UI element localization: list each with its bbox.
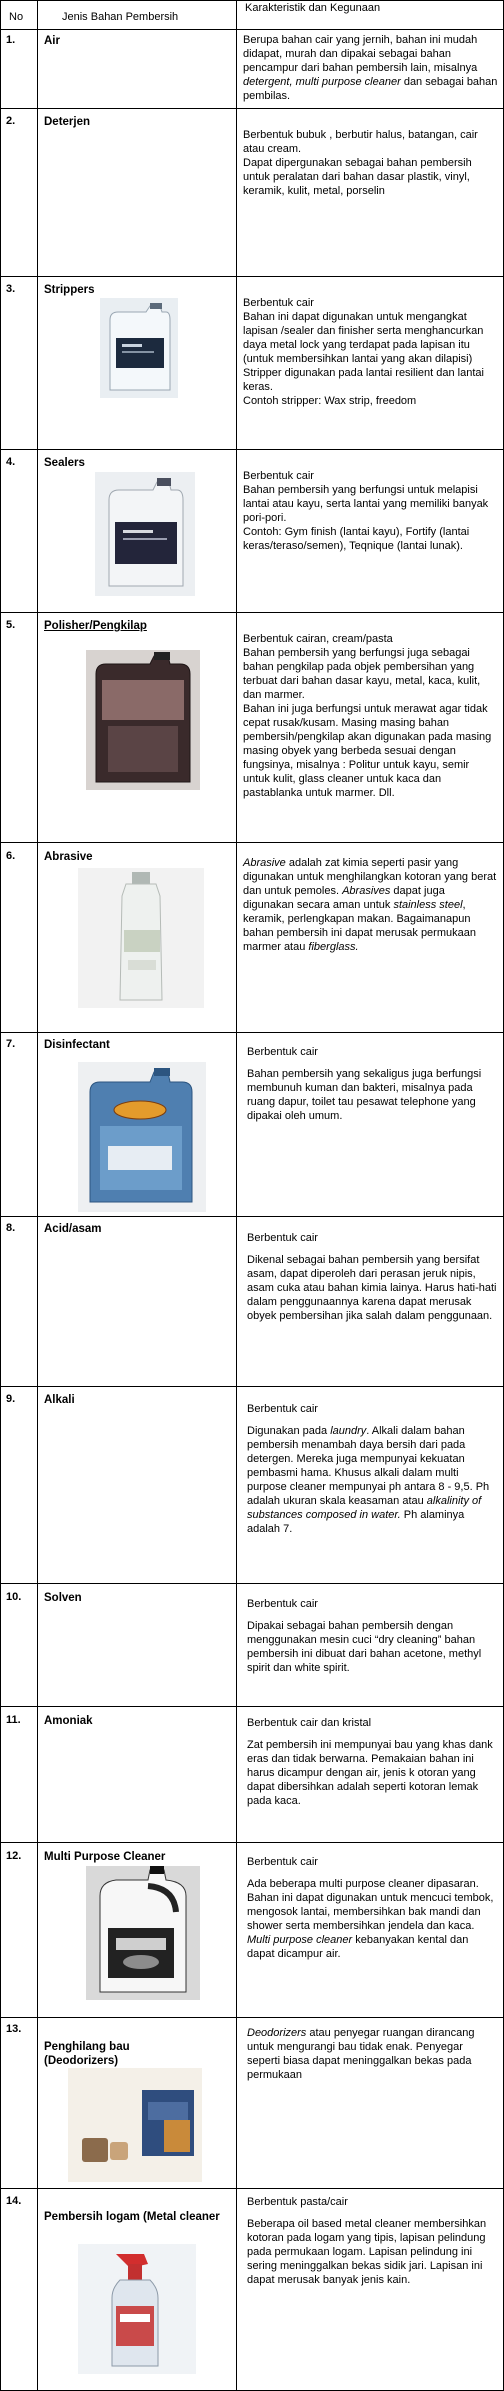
multipurpose-jug-image <box>86 1866 200 2000</box>
table-border <box>0 449 504 450</box>
table-border <box>236 0 237 2391</box>
description-paragraph: Berbentuk cair dan kristal <box>247 1717 372 1729</box>
row-number: 14. <box>6 2195 22 2207</box>
table-border <box>0 842 504 843</box>
description-paragraph: Ada beberapa multi purpose cleaner dipasaran. Bahan ini dapat digunakan untuk mencuci tembok, mengosok lantai, membersihkan bak mandi dan shower serta membersihkan jendela dan kaca. Multi purpose cleaner kebanyakan kental dan dapat dicampur air. <box>247 1877 494 1960</box>
row-number: 3. <box>6 283 16 295</box>
header-no: No <box>9 11 24 23</box>
row-number: 12. <box>6 1850 22 1862</box>
row-number: 7. <box>6 1038 16 1050</box>
material-description <box>243 619 498 815</box>
description-paragraph: Abrasive adalah zat kimia seperti pasir yang digunakan untuk menghilangkan kotoran yang berat dan untuk pemoles. Abrasives dapat juga digunakan secara aman untuk stainless steel, keramik, perlengkapan makan. Bagaimanapun bahan pembersih ini dapat merusak permukaan marmer atau fiberglass. <box>243 857 497 953</box>
table-border <box>0 1032 504 1033</box>
material-name: Polisher/Pengkilap <box>44 620 147 632</box>
material-name: Deterjen <box>44 116 91 128</box>
material-description <box>243 283 498 423</box>
description-paragraph: Bahan pembersih yang sekaligus juga berfungsi membunuh kuman dan bakteri, misalnya pada ruang dapur, toilet tau pesawat telephone yang dipakai oleh umum. <box>247 1067 482 1122</box>
description-paragraph: Zat pembersih ini mempunyai bau yang khas dank eras dan tidak berwarna. Pemakaian bahan ini harus dicampur dengan air, jenis k otoran yang dapat dibersihkan adalah seperti kotoran lemak pada kaca. <box>247 1738 493 1807</box>
description-paragraph: Berbentuk cair <box>247 1232 318 1244</box>
material-description <box>247 1403 497 1537</box>
material-description <box>247 1717 497 1809</box>
material-name: Penghilang bau (Deodorizers) <box>44 2041 130 2068</box>
description-paragraph: Berbentuk cair Bahan ini dapat digunakan untuk mengangkat lapisan /sealer dan finisher serta menghancurkan daya metal lock yang terdapat pada lapisan itu (untuk membersihkan lantai yang akan dilapisi) Stripper digunakan pada lantai resilient dan lantai keras. Contoh stripper: Wax strip, freedom <box>243 296 484 407</box>
material-name: Solven <box>44 1592 82 1604</box>
row-number: 11. <box>6 1714 21 1726</box>
description-paragraph: Berbentuk bubuk , berbutir halus, batangan, cair atau cream. Dapat dipergunakan sebagai bahan pembersih untuk peralatan dari bahan dasar plastik, vinyl, keramik, kulit, metal, porselin <box>243 128 478 197</box>
material-name: Strippers <box>44 284 95 296</box>
row-number: 5. <box>6 619 16 631</box>
header-jenis-bahan: Jenis Bahan Pembersih <box>62 11 179 23</box>
row-number: 4. <box>6 456 16 468</box>
description-paragraph: Berbentuk cair <box>247 1046 318 1058</box>
material-description <box>243 34 498 104</box>
row-number: 13. <box>6 2023 22 2035</box>
description-paragraph: Digunakan pada laundry. Alkali dalam bahan pembersih menambah daya bersih dari pada detergen. Mereka juga mempunyai kekuatan pembasmi hama. Khusus alkali dalam multi purpose cleaner mempunyai ph antara 8 - 9,5. Ph adalah ukuran skala keasaman atau alkalinity of substances composed in water. Ph alaminya adalah 7. <box>247 1424 490 1535</box>
material-name: Multi Purpose Cleaner <box>44 1851 166 1863</box>
table-border <box>0 612 504 613</box>
material-name: Air <box>44 35 60 47</box>
header-karakteristik: Karakteristik dan Kegunaan <box>245 2 381 14</box>
description-paragraph: Berbentuk pasta/cair <box>247 2196 348 2208</box>
material-description <box>247 1046 497 1124</box>
description-paragraph: Deodorizers atau penyegar ruangan dirancang untuk mengurangi bau tidak enak. Penyegar seperti biasa dapat meninggalkan bekas pada permukaan <box>247 2027 475 2081</box>
material-name: Alkali <box>44 1394 75 1406</box>
material-description <box>243 456 498 568</box>
material-name: Disinfectant <box>44 1039 110 1051</box>
table-border <box>0 29 504 30</box>
description-paragraph: Beberapa oil based metal cleaner membersihkan kotoran pada logam yang tipis, lapisan pelindung pada permukaan logam. Lapisan pelindung ini sering meninggalkan bekas sidik jari. Lapisan ini dapat merusak banyak jenis kain. <box>247 2217 487 2286</box>
table-border <box>0 1583 504 1584</box>
table-border <box>0 2188 504 2189</box>
description-paragraph: Dikenal sebagai bahan pembersih yang bersifat asam, dapat diperoleh dari perasan jeruk nipis, asam cuka atau bahan kimia lainya. Harus hati-hati dalam penggunaannya karena dapat merusak obyek pembersihan jika salah dalam penggunaan. <box>247 1253 497 1322</box>
table-border <box>0 1842 504 1843</box>
row-number: 1. <box>6 34 16 46</box>
disinfectant-jerrycan-image <box>78 1062 206 1212</box>
table-border <box>0 108 504 109</box>
table-border <box>0 0 504 1</box>
material-description <box>247 2027 497 2083</box>
material-name: Pembersih logam (Metal cleaner <box>44 2211 220 2223</box>
stripper-jerrycan-image <box>100 298 178 398</box>
table-border <box>0 276 504 277</box>
material-description <box>247 2196 497 2288</box>
material-description <box>247 1598 497 1676</box>
sealer-jerrycan-image <box>95 472 195 596</box>
description-paragraph: Berbentuk cair <box>247 1598 318 1610</box>
description-paragraph: Berbentuk cair <box>247 1856 318 1868</box>
description-paragraph: Berbentuk cair <box>247 1403 318 1415</box>
material-description <box>243 115 498 213</box>
table-border <box>0 1386 504 1387</box>
description-paragraph: Dipakai sebagai bahan pembersih dengan menggunakan mesin cuci “dry cleaning” bahan pembersih ini dibuat dari bahan acetone, methyl spirit dan white spirit. <box>247 1619 482 1674</box>
table-border <box>0 2017 504 2018</box>
description-paragraph: Berbentuk cair Bahan pembersih yang berfungsi untuk melapisi lantai atau kayu, serta lantai yang memiliki banyak pori-pori. Contoh: Gym finish (lantai kayu), Fortify (lantai keras/teraso/semen), Teqnique (lantai lunak). <box>243 469 489 552</box>
table-border <box>0 1706 504 1707</box>
row-number: 10. <box>6 1591 22 1603</box>
metal-cleaner-spray-image <box>78 2244 196 2374</box>
row-number: 9. <box>6 1393 16 1405</box>
row-number: 8. <box>6 1222 16 1234</box>
material-description <box>247 1232 497 1324</box>
material-name: Acid/asam <box>44 1223 102 1235</box>
material-name: Amoniak <box>44 1715 93 1727</box>
polisher-jerrycan-image <box>86 650 200 790</box>
material-name: Abrasive <box>44 851 93 863</box>
deodorizer-image <box>68 2068 202 2182</box>
table-border <box>37 0 38 2391</box>
table-border <box>0 0 1 2391</box>
material-name: Sealers <box>44 457 85 469</box>
abrasive-bottle-image <box>78 868 204 1008</box>
material-description <box>243 857 498 955</box>
material-description <box>247 1856 497 1962</box>
description-paragraph: Berbentuk cairan, cream/pasta Bahan pembersih yang berfungsi juga sebagai bahan pengkilap pada objek pembersihan yang terbuat dari bahan dasar kayu, metal, kaca, kulit, dan marmer. Bahan ini juga berfungsi untuk merawat agar tidak cepat rusak/kusam. Masing masing bahan pembersih/pengkilap akan digunakan pada masing masing obyek yang berbeda sesuai dengan fungsinya, misalnya : Politur untuk kayu, semir untuk kulit, glass cleaner untuk kaca dan pastablanka untuk marmer. Dll. <box>243 632 492 799</box>
table-border <box>0 1216 504 1217</box>
description-paragraph: Berupa bahan cair yang jernih, bahan ini mudah didapat, murah dan dipakai sebagai bahan pencampur dari bahan pembersih lain, misalnya detergent, multi purpose cleaner dan sebagai bahan pembilas. <box>243 34 498 102</box>
row-number: 2. <box>6 115 16 127</box>
row-number: 6. <box>6 850 16 862</box>
